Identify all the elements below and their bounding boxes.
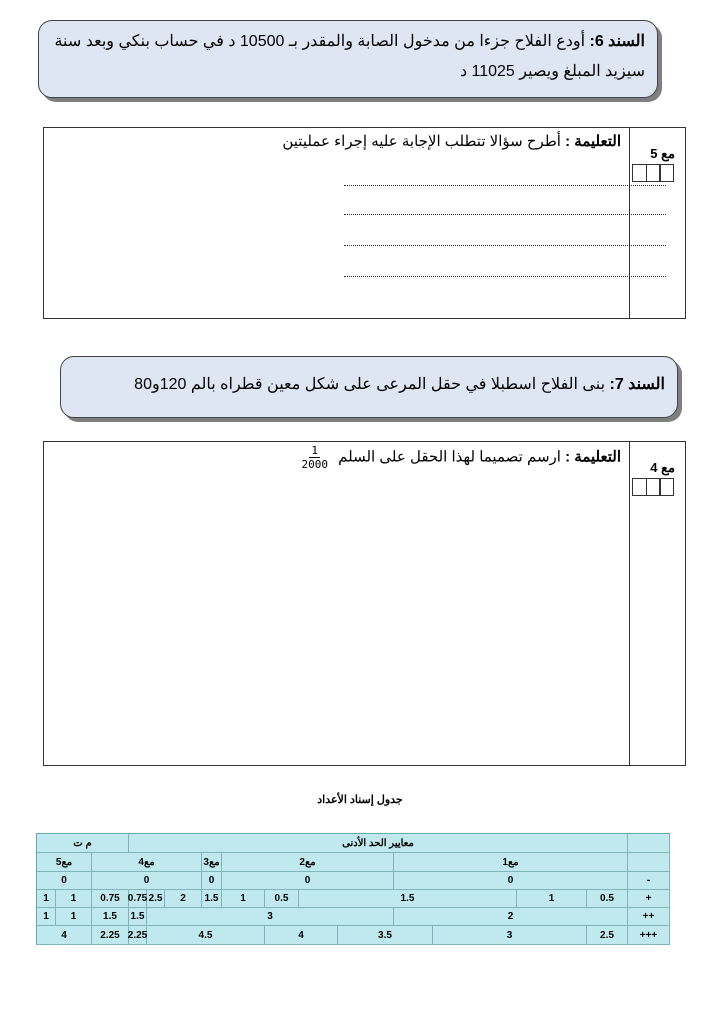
score-cell: 1.5 [92, 908, 129, 926]
task-6-box [43, 127, 686, 319]
instruction-label: التعليمة : [565, 448, 621, 466]
score-cell: 2 [165, 890, 202, 908]
score-cell: 1 [517, 890, 587, 908]
criterion-column [629, 442, 685, 765]
score-cell: 3 [147, 908, 394, 926]
criterion-1: مع1 [394, 853, 628, 872]
sanad-7-text: بنى الفلاح اسطبلا في حقل المرعى على شكل معين قطراه بالم 120و80 [134, 376, 606, 393]
answer-line[interactable] [344, 276, 666, 277]
criterion-2: مع2 [222, 853, 394, 872]
instruction-text: ارسم تصميما لهذا الحقل على السلم [338, 448, 561, 466]
empty-cell [628, 834, 670, 853]
score-cell: 1 [37, 890, 56, 908]
score-boxes[interactable] [633, 478, 674, 496]
score-cell: 4 [265, 926, 338, 945]
score-cell: 2.25 [129, 926, 147, 945]
sanad-6-line1: أودع الفلاح جزءا من مدخول الصابة والمقدر بـ 10500 د في حساب بنكي وبعد سنة [54, 33, 586, 50]
instruction-text: أطرح سؤالا تتطلب الإجابة عليه إجراء عمليتين [282, 133, 561, 150]
sanad-6-box [38, 20, 658, 98]
score-cell: 3.5 [338, 926, 433, 945]
score-cell: 0 [394, 872, 628, 890]
score-cell: 1 [37, 908, 56, 926]
level-label: + [628, 890, 670, 908]
grading-table [36, 833, 670, 945]
instruction-7 [301, 444, 621, 471]
score-cell: 4 [37, 926, 92, 945]
answer-line[interactable] [344, 185, 666, 186]
score-cell: 1.5 [299, 890, 517, 908]
score-cell: 1.5 [202, 890, 222, 908]
answer-line[interactable] [344, 214, 666, 215]
empty-cell [628, 853, 670, 872]
score-cell: 1 [222, 890, 265, 908]
sanad-7-label: السند 7: [609, 376, 665, 393]
score-cell: 1 [56, 890, 92, 908]
score-cell: 4.5 [147, 926, 265, 945]
criterion-label: مع 5 [650, 146, 675, 161]
task-7-box [43, 441, 686, 766]
score-cell: 0 [37, 872, 92, 890]
score-cell: 2.5 [587, 926, 628, 945]
score-cell: 0 [222, 872, 394, 890]
header-mt: م ت [37, 834, 129, 853]
level-label: - [628, 872, 670, 890]
score-cell: 0.5 [587, 890, 628, 908]
score-cell: 0 [92, 872, 202, 890]
sanad-7-box [60, 356, 678, 418]
drawing-area[interactable] [44, 482, 629, 765]
header-min: معايير الحد الأدنى [129, 834, 628, 853]
instruction-label: التعليمة : [565, 133, 621, 150]
score-cell: 1 [56, 908, 92, 926]
score-cell: 1.5 [129, 908, 147, 926]
score-cell: 0 [202, 872, 222, 890]
score-boxes[interactable] [633, 164, 674, 182]
score-cell: 3 [433, 926, 587, 945]
sanad-6-label: السند 6: [589, 33, 645, 50]
criterion-4: مع4 [92, 853, 202, 872]
score-cell: 2.5 [147, 890, 165, 908]
criterion-label: مع 4 [650, 460, 675, 475]
level-label: +++ [628, 926, 670, 945]
scale-fraction: $\frac{1}{2000}$ [301, 444, 328, 471]
instruction-6 [282, 132, 621, 150]
criterion-column [629, 128, 685, 318]
sanad-6-line2: سيزيد المبلغ ويصير 11025 د [459, 63, 645, 80]
score-cell: 0.75 [129, 890, 147, 908]
score-cell: 2.25 [92, 926, 129, 945]
criterion-3: مع3 [202, 853, 222, 872]
level-label: ++ [628, 908, 670, 926]
criterion-5: مع5 [37, 853, 92, 872]
answer-line[interactable] [344, 245, 666, 246]
score-cell: 0.75 [92, 890, 129, 908]
table-title: جدول إسناد الأعداد [317, 794, 403, 806]
score-cell: 2 [394, 908, 628, 926]
score-cell: 0.5 [265, 890, 299, 908]
